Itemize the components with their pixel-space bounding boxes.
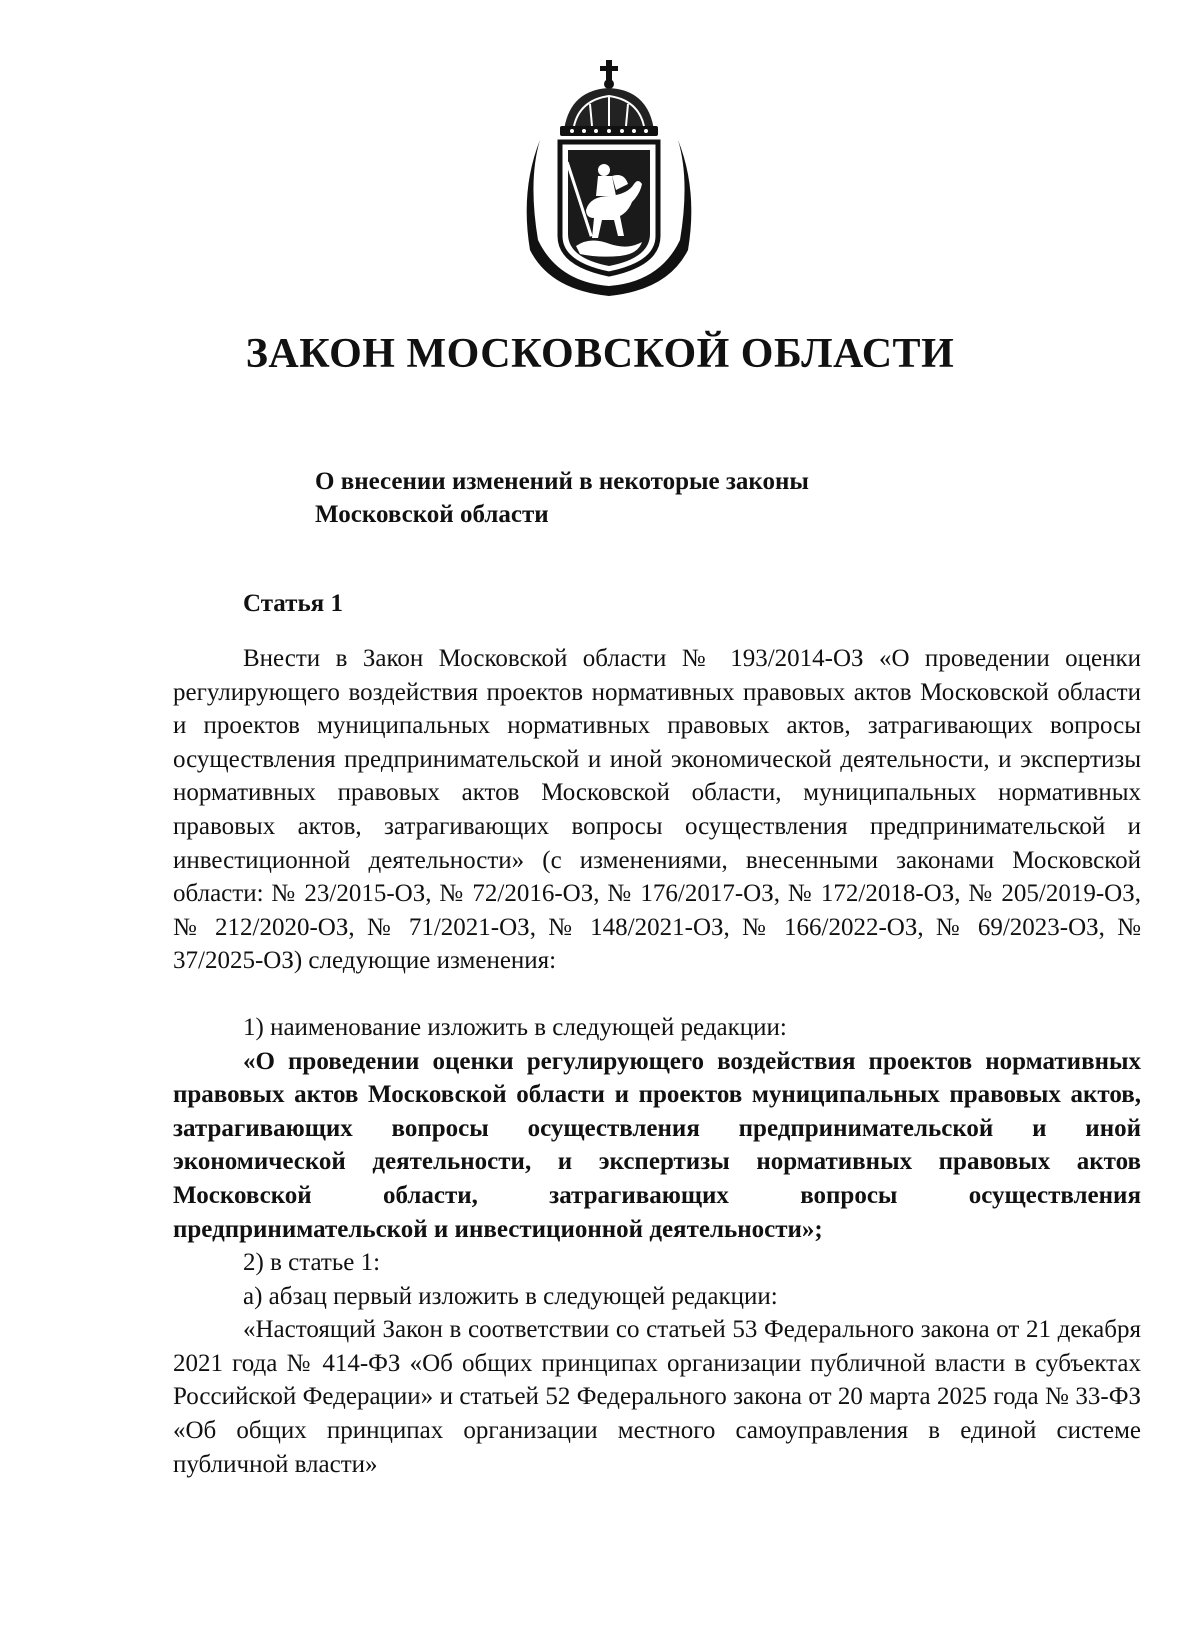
paragraph-item-2a: а) абзац первый изложить в следующей редакции: xyxy=(243,1282,778,1310)
law-subtitle-line1: О внесении изменений в некоторые законы xyxy=(315,468,809,495)
article-body xyxy=(173,642,1141,1481)
article-heading: Статья 1 xyxy=(243,590,343,617)
paragraph-new-name: «О проведении оценки регулирующего воздействия проектов нормативных правовых актов Московской области и проектов муниципальных правовых актов, затрагивающих вопросы осуществления предпринимательской и иной экономической деятельности, и экспертизы нормативных правовых актов Московской области, затрагивающих вопросы осуществления предпринимательской и инвестиционной деятельности»; xyxy=(173,1047,1141,1243)
paragraph-new-first-clause: «Настоящий Закон в соответствии со статьей 53 Федерального закона от 21 декабря 2021 года № 414-ФЗ «Об общих принципах организации публичной власти в субъектах Российской Федерации» и статьей 52 Федерального закона от 20 марта 2025 года № 33-ФЗ «Об общих принципах организации местного самоуправления в единой системе публичной власти» xyxy=(173,1316,1141,1478)
paragraph-amendment-intro: Внести в Закон Московской области № 193/2014-ОЗ «О проведении оценки регулирующего воздействия проектов нормативных правовых актов Московской области и проектов муниципальных нормативных правовых актов, затрагивающих вопросы осуществления предпринимательской и иной экономической деятельности, и экспертизы нормативных правовых актов Московской области, муниципальных нормативных правовых актов, затрагивающих вопросы осуществления предпринимательской и инвестиционной деятельности» (с изменениями, внесенными законами Московской области: № 23/2015-ОЗ, № 72/2016-ОЗ, № 176/2017-ОЗ, № 172/2018-ОЗ, № 205/2019-ОЗ, № 212/2020-ОЗ, № 71/2021-ОЗ, № 148/2021-ОЗ, № 166/2022-ОЗ, № 69/2023-ОЗ, № 37/2025-ОЗ) следующие изменения: xyxy=(173,645,1141,975)
law-subtitle xyxy=(315,465,1015,531)
law-title: ЗАКОН МОСКОВСКОЙ ОБЛАСТИ xyxy=(245,331,955,377)
paragraph-item-2: 2) в статье 1: xyxy=(243,1249,381,1277)
coat-of-arms-icon xyxy=(520,60,698,298)
law-subtitle-line2: Московской области xyxy=(315,501,549,528)
paragraph-item-1: 1) наименование изложить в следующей редакции: xyxy=(243,1013,787,1041)
